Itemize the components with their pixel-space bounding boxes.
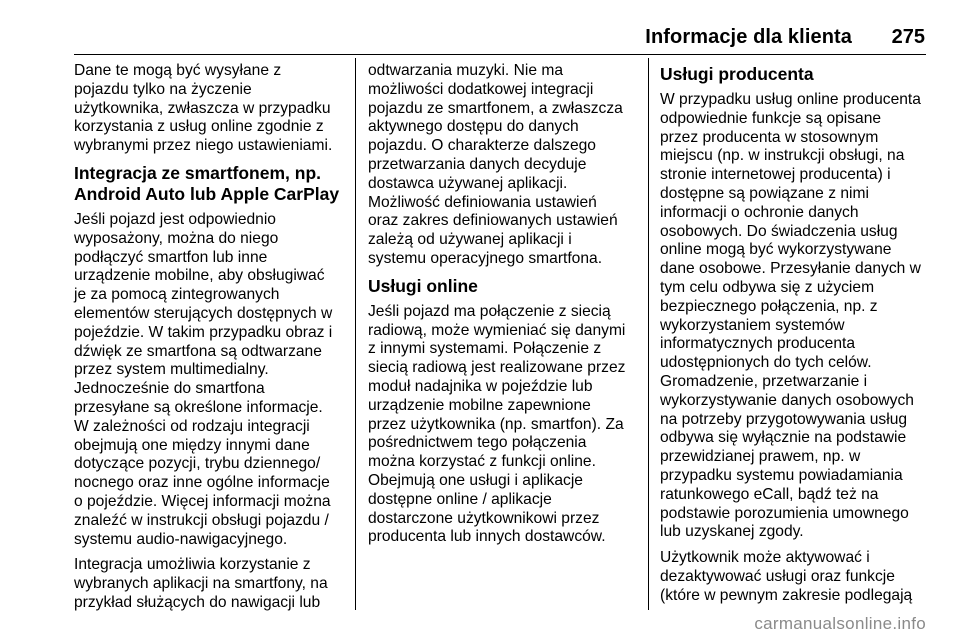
text-line: podstawie porozumienia umownego xyxy=(660,504,909,522)
text-line: wybranymi przez niego ustawieniami. xyxy=(74,137,333,155)
text-line: podłączyć smartfon lub inne xyxy=(74,248,268,266)
text-line: miejscu (np. w instrukcji obsługi, na xyxy=(660,147,905,165)
text-line: urządzenie mobilne zapewnione xyxy=(368,396,591,414)
text-line: wykorzystaniem systemów xyxy=(660,316,845,334)
page-title: Informacje dla klienta xyxy=(645,26,852,48)
text-line: Użytkownik może aktywować i xyxy=(660,549,870,567)
text-line: aktywnego dostępu do danych xyxy=(368,118,579,136)
text-line: moduł nadajnika w pojeździe lub xyxy=(368,377,593,395)
text-line: możliwości dodatkowej integracji xyxy=(368,80,594,98)
text-line: systemu audio-nawigacyjnego. xyxy=(74,530,288,548)
text-line: producenta lub innych dostawców. xyxy=(368,528,606,546)
text-line: przykład służących do nawigacji lub xyxy=(74,593,321,611)
text-line: nocnego oraz inne ogólne informacje xyxy=(74,474,330,492)
paragraph xyxy=(74,62,346,156)
text-line: przetwarzania danych decyduje xyxy=(368,155,587,173)
text-line: stronie internetowej producenta) i xyxy=(660,166,891,184)
text-line: pojazdu. O charakterze dalszego xyxy=(368,137,596,155)
text-line: udostępnionych do tych celów. xyxy=(660,354,872,372)
text-line: korzystania z usług online zgodnie z xyxy=(74,118,324,136)
text-line: pojazdu ze smartfonem, a zwłaszcza xyxy=(368,99,623,117)
text-line: Integracja umożliwia korzystanie z xyxy=(74,556,311,574)
text-line: pojeździe. W takim przypadku obraz i xyxy=(74,323,333,341)
section-heading-online-services xyxy=(368,276,638,297)
column-3 xyxy=(660,62,930,612)
text-line: systemu operacyjnego smartfona. xyxy=(368,249,603,267)
text-line: bezpiecznego połączenia, np. z xyxy=(660,297,878,315)
paragraph xyxy=(74,211,346,549)
text-line: Usługi online xyxy=(368,275,478,296)
text-line: przewidzianej prawem, np. w xyxy=(660,448,861,466)
section-heading-smartphone-integration xyxy=(74,163,346,205)
text-line: oraz zakres definiowanych ustawień xyxy=(368,212,618,230)
text-line: Jeśli pojazd ma połączenie z siecią xyxy=(368,302,611,320)
paragraph xyxy=(368,303,638,547)
text-line: Gromadzenie, przetwarzanie i xyxy=(660,372,868,390)
text-line: wykorzystywanie danych osobowych xyxy=(660,391,914,409)
text-line: radiową, może wymieniać się danymi xyxy=(368,321,626,339)
text-line: urządzenie mobilne, aby obsługiwać xyxy=(74,267,325,285)
paragraph xyxy=(660,91,930,542)
text-line: wybranych aplikacji na smartfony, na xyxy=(74,575,328,593)
text-line: o pojeździe. Więcej informacji można xyxy=(74,492,331,510)
text-line: znaleźć w instrukcji obsługi pojazdu / xyxy=(74,511,329,529)
section-heading-manufacturer-services xyxy=(660,64,930,85)
text-line: przesyłane są określone informacje. xyxy=(74,398,323,416)
paragraph xyxy=(660,549,930,605)
text-line: użytkownika, zwłaszcza w przypadku xyxy=(74,99,331,117)
text-line: ratunkowego eCall, bądź też na xyxy=(660,485,879,503)
text-line: dane osobowe. Przesyłanie danych w xyxy=(660,260,921,278)
text-line: dostępne online / aplikacje xyxy=(368,490,552,508)
text-line: lub uzyskanej zgody. xyxy=(660,523,804,541)
text-line: dostawca używanej aplikacji. xyxy=(368,174,568,192)
text-line: zależą od używanej aplikacji i xyxy=(368,231,572,249)
text-line: W przypadku usług online producenta xyxy=(660,91,921,108)
column-1 xyxy=(74,62,346,612)
text-line: Możliwość definiowania ustawień xyxy=(368,193,597,211)
text-line: z innymi systemami. Połączenie z xyxy=(368,340,602,358)
text-line: Jednocześnie do smartfona xyxy=(74,380,265,398)
column-2 xyxy=(368,62,638,612)
text-line: online mogą być wykorzystywane xyxy=(660,241,892,259)
text-line: elementów sterujących dostępnych w xyxy=(74,304,333,322)
text-line: Obejmują one usługi i aplikacje xyxy=(368,471,583,489)
text-line: przypadku systemu powiadamiania xyxy=(660,466,903,484)
text-line: dezaktywować usługi oraz funkcje xyxy=(660,567,895,585)
text-line: pośrednictwem tego połączenia xyxy=(368,434,587,452)
text-line: W zależności od rodzaju integracji xyxy=(74,417,310,435)
text-line: pojazdu tylko na życzenie xyxy=(74,80,252,98)
text-line: dostępne są powiązane z nimi xyxy=(660,184,869,202)
text-line: obejmują one między innymi dane xyxy=(74,436,310,454)
text-line: na potrzeby przygotowywania usług xyxy=(660,410,908,428)
text-line: dźwięk ze smartfona są odtwarzane xyxy=(74,342,322,360)
page-header xyxy=(0,0,960,60)
text-line: odpowiednie funkcje są opisane xyxy=(660,109,882,127)
column-divider-2 xyxy=(648,58,649,610)
text-line: odbywa się wyłącznie na podstawie xyxy=(660,429,907,447)
text-line: dotyczące pozycji, trybu dziennego/ xyxy=(74,455,321,473)
text-line: osobowych. Do świadczenia usług xyxy=(660,222,898,240)
text-line: tym celu odbywa się z użyciem xyxy=(660,278,875,296)
text-line: Android Auto lub Apple CarPlay xyxy=(74,183,340,204)
text-line: przez system multimedialny. xyxy=(74,361,269,379)
text-line: Dane te mogą być wysyłane z xyxy=(74,62,282,79)
text-line: (które w pewnym zakresie podlegają xyxy=(660,586,913,604)
text-line: informacji o ochronie danych xyxy=(660,203,859,221)
paragraph xyxy=(74,556,346,612)
header-divider xyxy=(74,54,926,55)
text-line: Jeśli pojazd jest odpowiednio xyxy=(74,210,276,228)
text-line: przez producenta w stosownym xyxy=(660,128,879,146)
text-line: siecią radiową jest realizowane przez xyxy=(368,359,626,377)
text-line: Integracja ze smartfonem, np. xyxy=(74,162,322,183)
text-line: Usługi producenta xyxy=(660,64,814,84)
text-line: wyposażony, można do niego xyxy=(74,229,279,247)
text-line: odtwarzania muzyki. Nie ma xyxy=(368,62,563,79)
paragraph xyxy=(368,62,638,269)
text-line: można korzystać z funkcji online. xyxy=(368,453,596,471)
text-line: je za pomocą zintegrowanych xyxy=(74,286,280,304)
text-line: informatycznych producenta xyxy=(660,335,856,353)
text-line: przez użytkownika (np. smartfon). Za xyxy=(368,415,624,433)
column-divider-1 xyxy=(355,58,356,610)
text-line: dostarczone użytkownikowi przez xyxy=(368,509,600,527)
page-number: 275 xyxy=(891,26,925,48)
watermark-link[interactable]: carmanualsonline.info xyxy=(754,614,926,633)
